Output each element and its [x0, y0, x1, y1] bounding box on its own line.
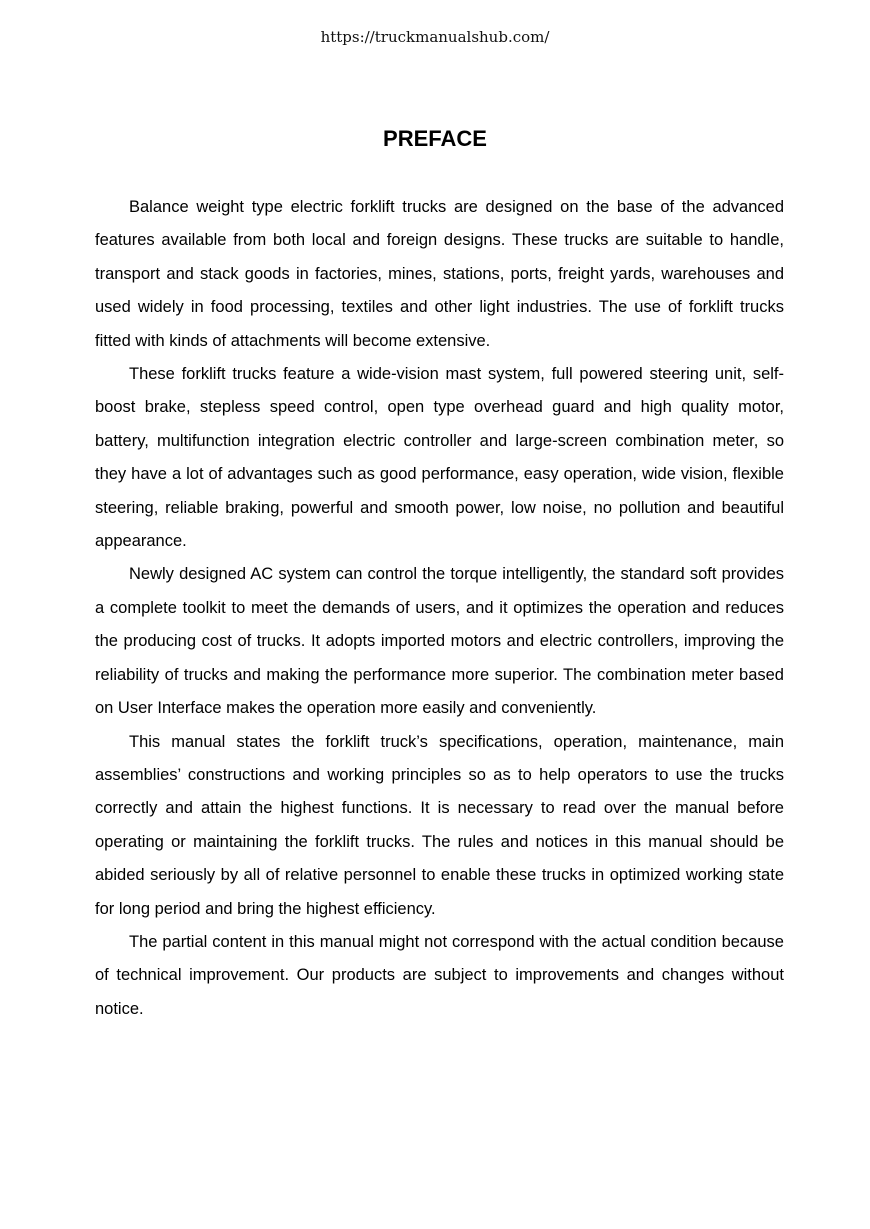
document-body: [95, 191, 784, 1026]
paragraph-2: These forklift trucks feature a wide-vision mast system, full powered steering unit, self-boost brake, stepless speed control, open type overhead guard and high quality motor, battery, multifunction integration electric controller and large-screen combination meter, so they have a lot of advantages such as good performance, easy operation, wide vision, flexible steering, reliable braking, powerful and smooth power, low noise, no pollution and beautiful appearance.: [95, 365, 784, 551]
paragraph-1: Balance weight type electric forklift trucks are designed on the base of the advanced features available from both local and foreign designs. These trucks are suitable to handle, transport and stack goods in factories, mines, stations, ports, freight yards, warehouses and used widely in food processing, textiles and other light industries. The use of forklift trucks fitted with kinds of attachments will become extensive.: [95, 198, 784, 350]
paragraph-3: Newly designed AC system can control the torque intelligently, the standard soft provides a complete toolkit to meet the demands of users, and it optimizes the operation and reduces the producing cost of trucks. It adopts imported motors and electric controllers, improving the reliability of trucks and making the performance more superior. The combination meter based on User Interface makes the operation more easily and conveniently.: [95, 565, 784, 718]
paragraph-5: The partial content in this manual might not correspond with the actual condition because of technical improvement. Our products are subject to improvements and changes without notice.: [95, 932, 784, 1018]
paragraph-4: This manual states the forklift truck’s specifications, operation, maintenance, main assemblies’ constructions and working principles so as to help operators to use the trucks correctly and attain the highest functions. It is necessary to read over the manual before operating or maintaining the forklift trucks. The rules and notices in this manual should be abided seriously by all of relative personnel to enable these trucks in optimized working state for long period and bring the highest efficiency.: [95, 732, 784, 918]
page-title: PREFACE: [383, 126, 487, 151]
header-url: https://truckmanualshub.com/: [320, 28, 550, 46]
